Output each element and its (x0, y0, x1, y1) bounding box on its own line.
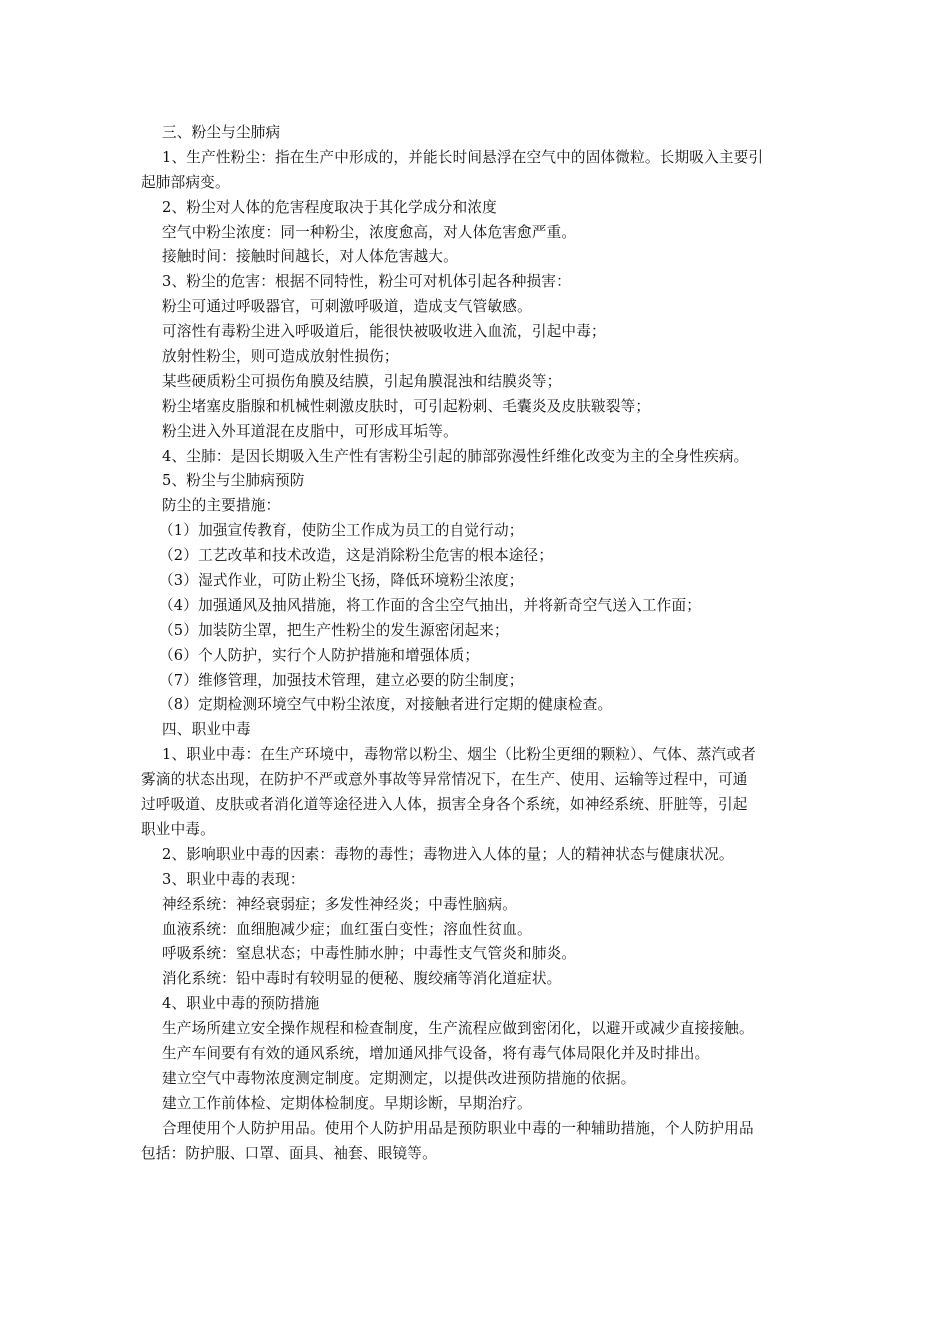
text-line: 1、生产性粉尘：指在生产中形成的，并能长时间悬浮在空气中的固体微粒。长期吸入主要引 (162, 148, 764, 166)
text-line: 生产车间要有有效的通风系统，增加通风排气设备，将有毒气体局限化并及时排出。 (162, 1044, 710, 1062)
text-line: 3、粉尘的危害：根据不同特性，粉尘可对机体引起各种损害： (162, 273, 571, 291)
text-line: （8）定期检测环境空气中粉尘浓度，对接触者进行定期的健康检查。 (159, 696, 613, 714)
text-line: 4、职业中毒的预防措施 (162, 995, 320, 1013)
text-line: 2、影响职业中毒的因素：毒物的毒性；毒物进入人体的量；人的精神状态与健康状况。 (162, 845, 734, 863)
text-line: 2、粉尘对人体的危害程度取决于其化学成分和浓度 (162, 198, 497, 216)
text-line: （5）加装防尘罩，把生产性粉尘的发生源密闭起来； (159, 621, 509, 639)
text-line: （3）湿式作业，可防止粉尘飞扬，降低环境粉尘浓度； (159, 572, 524, 590)
text-line: 粉尘进入外耳道混在皮脂中，可形成耳垢等。 (162, 422, 458, 440)
text-line: 血液系统：血细胞减少症；血红蛋白变性；溶血性贫血。 (162, 920, 532, 938)
text-line: 合理使用个人防护用品。使用个人防护用品是预防职业中毒的一种辅助措施，个人防护用品 (162, 1119, 754, 1137)
text-line: 可溶性有毒粉尘进入呼吸道后，能很快被吸收进入血流，引起中毒； (162, 323, 606, 341)
text-line: 包括：防护服、口罩、面具、袖套、眼镜等。 (141, 1144, 437, 1162)
text-line: 过呼吸道、皮肤或者消化道等途径进入人体，损害全身各个系统，如神经系统、肝脏等，引起 (141, 796, 748, 814)
text-line: 3、职业中毒的表现： (162, 870, 305, 888)
text-line: 建立空气中毒物浓度测定制度。定期测定，以提供改进预防措施的依据。 (162, 1069, 636, 1087)
text-line: 放射性粉尘，则可造成放射性损伤； (162, 348, 399, 366)
text-line: 4、尘肺：是因长期吸入生产性有害粉尘引起的肺部弥漫性纤维化改变为主的全身性疾病。 (162, 447, 749, 465)
text-line: 粉尘可通过呼吸器官，可刺激呼吸道，造成支气管敏感。 (162, 298, 532, 316)
text-line: 雾滴的状态出现，在防护不严或意外事故等异常情况下，在生产、使用、运输等过程中，可通 (141, 771, 748, 789)
text-line: 1、职业中毒：在生产环境中，毒物常以粉尘、烟尘（比粉尘更细的颗粒）、气体、蒸汽或者 (162, 746, 756, 764)
text-line: 接触时间：接触时间越长，对人体危害越大。 (162, 248, 458, 266)
text-line: 职业中毒。 (141, 820, 215, 838)
text-line: 四、职业中毒 (162, 721, 251, 739)
text-line: 起肺部病变。 (141, 173, 230, 191)
text-line: （7）维修管理，加强技术管理，建立必要的防尘制度； (159, 671, 524, 689)
text-line: （2）工艺改革和技术改造，这是消除粉尘危害的根本途径； (159, 547, 554, 565)
text-line: 防尘的主要措施： (162, 497, 281, 515)
text-line: 建立工作前体检、定期体检制度。早期诊断，早期治疗。 (162, 1094, 532, 1112)
text-line: 空气中粉尘浓度：同一种粉尘，浓度愈高，对人体危害愈严重。 (162, 223, 577, 241)
text-line: 某些硬质粉尘可损伤角膜及结膜，引起角膜混浊和结膜炎等； (162, 372, 562, 390)
text-line: 神经系统：神经衰弱症；多发性神经炎；中毒性脑病。 (162, 895, 518, 913)
text-line: （1）加强宣传教育，使防尘工作成为员工的自觉行动； (159, 522, 524, 540)
text-line: 三、粉尘与尘肺病 (162, 124, 281, 141)
text-line: 呼吸系统：窒息状态；中毒性肺水肿；中毒性支气管炎和肺炎。 (162, 945, 577, 963)
document-body (141, 121, 813, 1166)
text-line: 消化系统：铅中毒时有较明显的便秘、腹绞痛等消化道症状。 (162, 970, 562, 988)
text-line: （6）个人防护，实行个人防护措施和增强体质； (159, 646, 480, 664)
text-line: （4）加强通风及抽风措施，将工作面的含尘空气抽出，并将新奇空气送入工作面； (159, 596, 702, 614)
text-line: 粉尘堵塞皮脂腺和机械性刺激皮肤时，可引起粉刺、毛囊炎及皮肤皲裂等； (162, 397, 651, 415)
text-line: 生产场所建立安全操作规程和检查制度，生产流程应做到密闭化，以避开或减少直接接触。 (162, 1020, 754, 1038)
text-line: 5、粉尘与尘肺病预防 (162, 472, 305, 490)
